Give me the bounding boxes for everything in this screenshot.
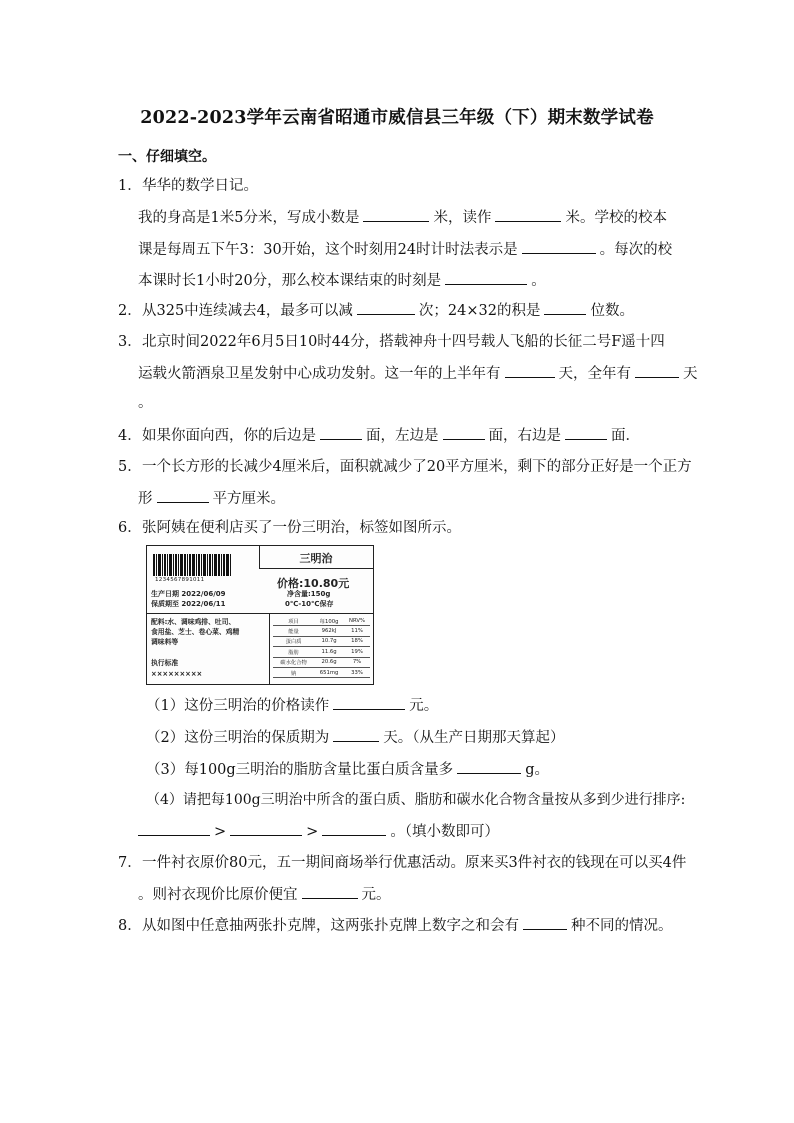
answer-blank[interactable] (333, 727, 379, 742)
question-2: 2．从325中连续减去4，最多可以减 次；24×32的积是 位数。 (118, 300, 634, 321)
question-number: 5． (118, 459, 142, 475)
label-price: 价格:10.80元 (277, 577, 350, 590)
answer-blank[interactable] (320, 425, 362, 440)
answer-blank[interactable] (157, 488, 209, 503)
answer-blank[interactable] (445, 270, 527, 285)
label-standard: 执行标准 (151, 659, 179, 667)
question-7-line-2: 。则衬衣现价比原价便宜 元。 (138, 884, 391, 905)
question-3-line-1: 3．北京时间2022年6月5日10时44分，搭载神舟十四号载人飞船的长征二号F遥十四 (118, 334, 665, 350)
question-6-sub-1: （1）这份三明治的价格读作 元。 (146, 695, 438, 716)
question-number: 4． (118, 428, 142, 444)
answer-blank[interactable] (457, 759, 521, 774)
label-ingredients-line: 食用盐、芝士、卷心菜、鸡精 (151, 628, 240, 636)
question-number: 6． (118, 520, 142, 536)
question-number: 8． (118, 918, 142, 934)
table-row: 能量 962kJ 11% (273, 626, 370, 636)
question-1-line-1: 我的身高是1米5分米，写成小数是 米，读作 米。学校的校本 (138, 207, 667, 228)
page-title: 2022-2023学年云南省昭通市威信县三年级（下）期末数学试卷 (140, 108, 654, 128)
label-production-date: 生产日期 2022/06/09 (151, 590, 226, 598)
answer-blank[interactable] (322, 821, 386, 836)
question-1-line-3: 本课时长1小时20分，那么校本课结束的时刻是 。 (138, 270, 546, 291)
answer-blank[interactable] (443, 425, 485, 440)
answer-blank[interactable] (333, 695, 405, 710)
label-storage: 0℃-10℃保存 (285, 600, 334, 608)
sandwich-label-image (146, 545, 374, 685)
barcode-icon (153, 554, 233, 576)
table-row: 碳水化合物 20.6g 7% (273, 657, 370, 667)
question-number: 2． (118, 303, 142, 319)
answer-blank[interactable] (635, 363, 679, 378)
question-1-line-0: 1．华华的数学日记。 (118, 178, 258, 194)
answer-blank[interactable] (544, 300, 586, 315)
answer-blank[interactable] (302, 884, 358, 899)
answer-blank[interactable] (523, 915, 567, 930)
answer-blank[interactable] (505, 363, 555, 378)
label-product-name: 三明治 (299, 552, 333, 565)
barcode-number: 1234567891011 (155, 577, 205, 583)
nutrition-table (273, 616, 370, 678)
question-6-sub-3: （3）每100g三明治的脂肪含量比蛋白质含量多 g。 (146, 759, 549, 780)
label-divider (269, 613, 270, 684)
question-6-sub-2: （2）这份三明治的保质期为 天。（从生产日期那天算起） (146, 727, 564, 748)
question-8: 8．从如图中任意抽两张扑克牌，这两张扑克牌上数字之和会有 种不同的情况。 (118, 915, 673, 936)
answer-blank[interactable] (363, 207, 429, 222)
question-1-line-2: 课是每周五下午3：30开始，这个时刻用24时计时法表示是 。每次的校 (138, 239, 672, 260)
table-row: 项目 每100g NRV% (273, 616, 370, 626)
answer-blank[interactable] (357, 300, 415, 315)
question-6-sub-4: （4）请把每100g三明治中所含的蛋白质、脂肪和碳水化合物含量按从多到少进行排序: (146, 792, 686, 808)
question-6-intro: 6．张阿姨在便利店买了一份三明治，标签如图所示。 (118, 520, 461, 536)
question-5-line-2: 形 平方厘米。 (138, 488, 285, 509)
question-3-line-3: 。 (138, 395, 153, 411)
label-net-weight: 净含量:150g (287, 590, 331, 598)
table-row: 脂肪 11.6g 19% (273, 647, 370, 657)
answer-blank[interactable] (230, 821, 302, 836)
section-heading: 一、仔细填空。 (118, 149, 216, 165)
question-number: 7． (118, 855, 142, 871)
label-standard-code: ××××××××× (151, 670, 203, 678)
label-divider (147, 613, 373, 614)
answer-blank[interactable] (495, 207, 561, 222)
table-row: 蛋白质 10.7g 18% (273, 636, 370, 646)
label-ingredients-line: 调味料等 (151, 638, 179, 646)
question-number: 1． (118, 178, 142, 194)
question-4: 4．如果你面向西，你的后边是 面，左边是 面，右边是 面． (118, 425, 640, 446)
question-7-line-1: 7．一件衬衣原价80元，五一期间商场举行优惠活动。原来买3件衬衣的钱现在可以买4件 (118, 855, 687, 871)
question-number: 3． (118, 334, 142, 350)
label-expiry-date: 保质期至 2022/06/11 (151, 600, 226, 608)
question-5-line-1: 5．一个长方形的长减少4厘米后，面积就减少了20平方厘米，剩下的部分正好是一个正方 (118, 459, 692, 475)
answer-blank[interactable] (522, 239, 596, 254)
label-ingredients-line: 配料:水、调味鸡排、吐司、 (151, 618, 236, 626)
answer-blank[interactable] (138, 821, 210, 836)
table-row: 钠 651mg 33% (273, 667, 370, 677)
question-3-line-2: 运载火箭酒泉卫星发射中心成功发射。这一年的上半年有 天，全年有 天 (138, 363, 698, 384)
answer-blank[interactable] (565, 425, 607, 440)
question-6-sub-4-answers: > > 。（填小数即可） (138, 821, 499, 842)
